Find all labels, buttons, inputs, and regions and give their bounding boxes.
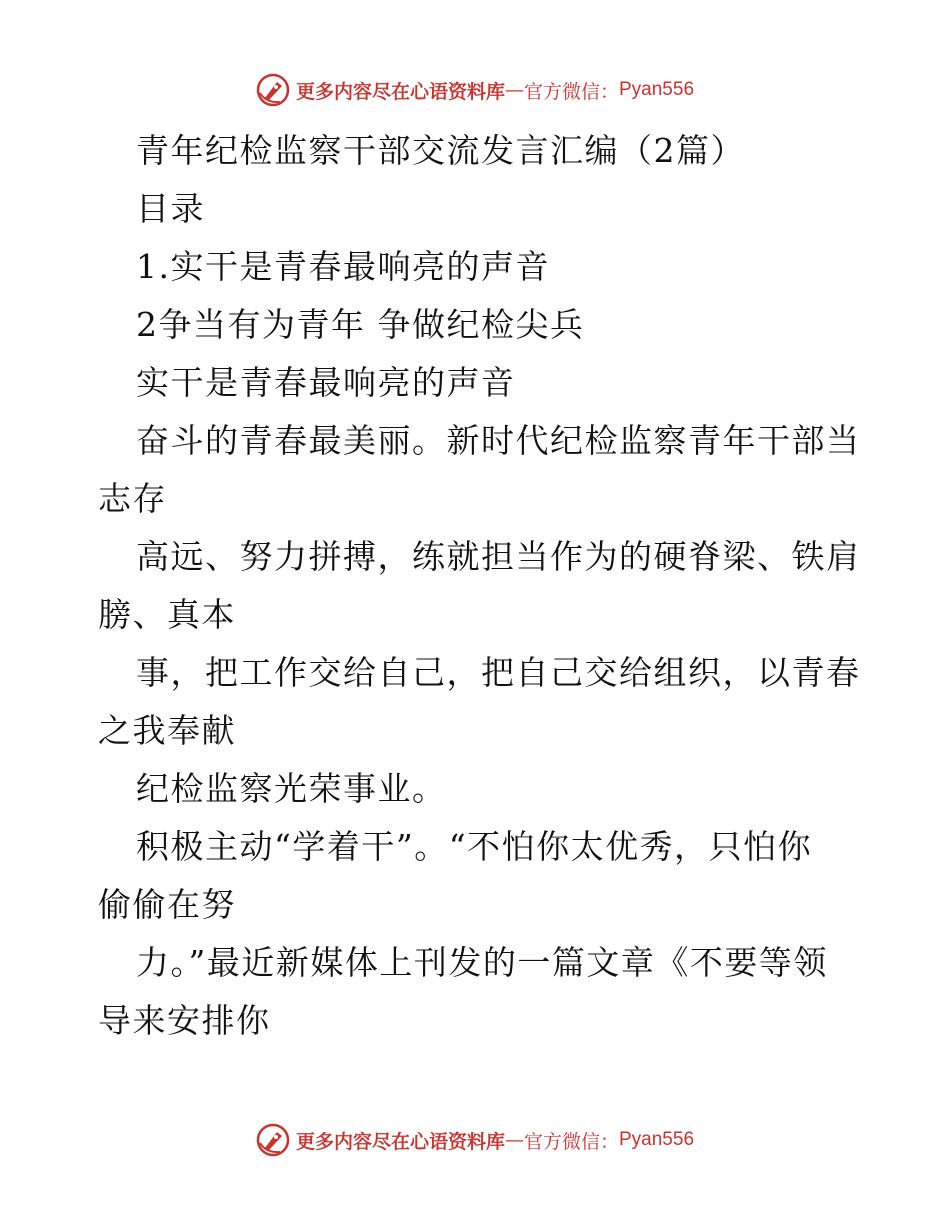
footer-banner-wechat-id: Pyan556 [619,1129,695,1150]
footer-banner-wechat-label: 官方微信： [523,1130,619,1153]
paragraph-line: 偷偷在努 [98,885,236,924]
paragraph-line: 导来安排你 [98,1001,271,1040]
paragraph-line: 力。”最近新媒体上刊发的一篇文章《不要等领 [136,943,828,982]
pen-nib-logo-icon [256,1123,290,1157]
toc-heading: 目录 [136,189,205,228]
header-banner [0,70,950,110]
article-heading: 实干是青春最响亮的声音 [136,363,516,402]
paragraph-line: 志存 [98,479,167,518]
toc-item-1: 1.实干是青春最响亮的声音 [136,247,550,286]
paragraph-line: 纪检监察光荣事业。 [136,769,447,808]
paragraph-line: 奋斗的青春最美丽。新时代纪检监察青年干部当 [136,421,861,460]
footer-banner-text: 更多内容尽在心语资料库 [295,1130,505,1153]
header-banner-wechat-id: Pyan556 [619,79,695,100]
header-banner-separator: — [504,79,524,101]
footer-banner [0,1120,950,1160]
paragraph-line: 高远、努力拼搏，练就担当作为的硬脊梁、铁肩 [136,537,861,576]
toc-item-2: 2争当有为青年 争做纪检尖兵 [136,305,585,344]
header-banner-text: 更多内容尽在心语资料库 [295,80,505,103]
document-title: 青年纪检监察干部交流发言汇编（2篇） [136,131,745,170]
paragraph-line: 之我奉献 [98,711,236,750]
paragraph-line: 积极主动“学着干”。“不怕你太优秀，只怕你 [136,827,813,866]
pen-nib-logo-icon [256,73,290,107]
document-body [98,122,861,1050]
paragraph-line: 膀、真本 [98,595,236,634]
footer-banner-separator: — [504,1129,524,1151]
paragraph-line: 事，把工作交给自己，把自己交给组织，以青春 [136,653,861,692]
header-banner-wechat-label: 官方微信： [523,80,619,103]
